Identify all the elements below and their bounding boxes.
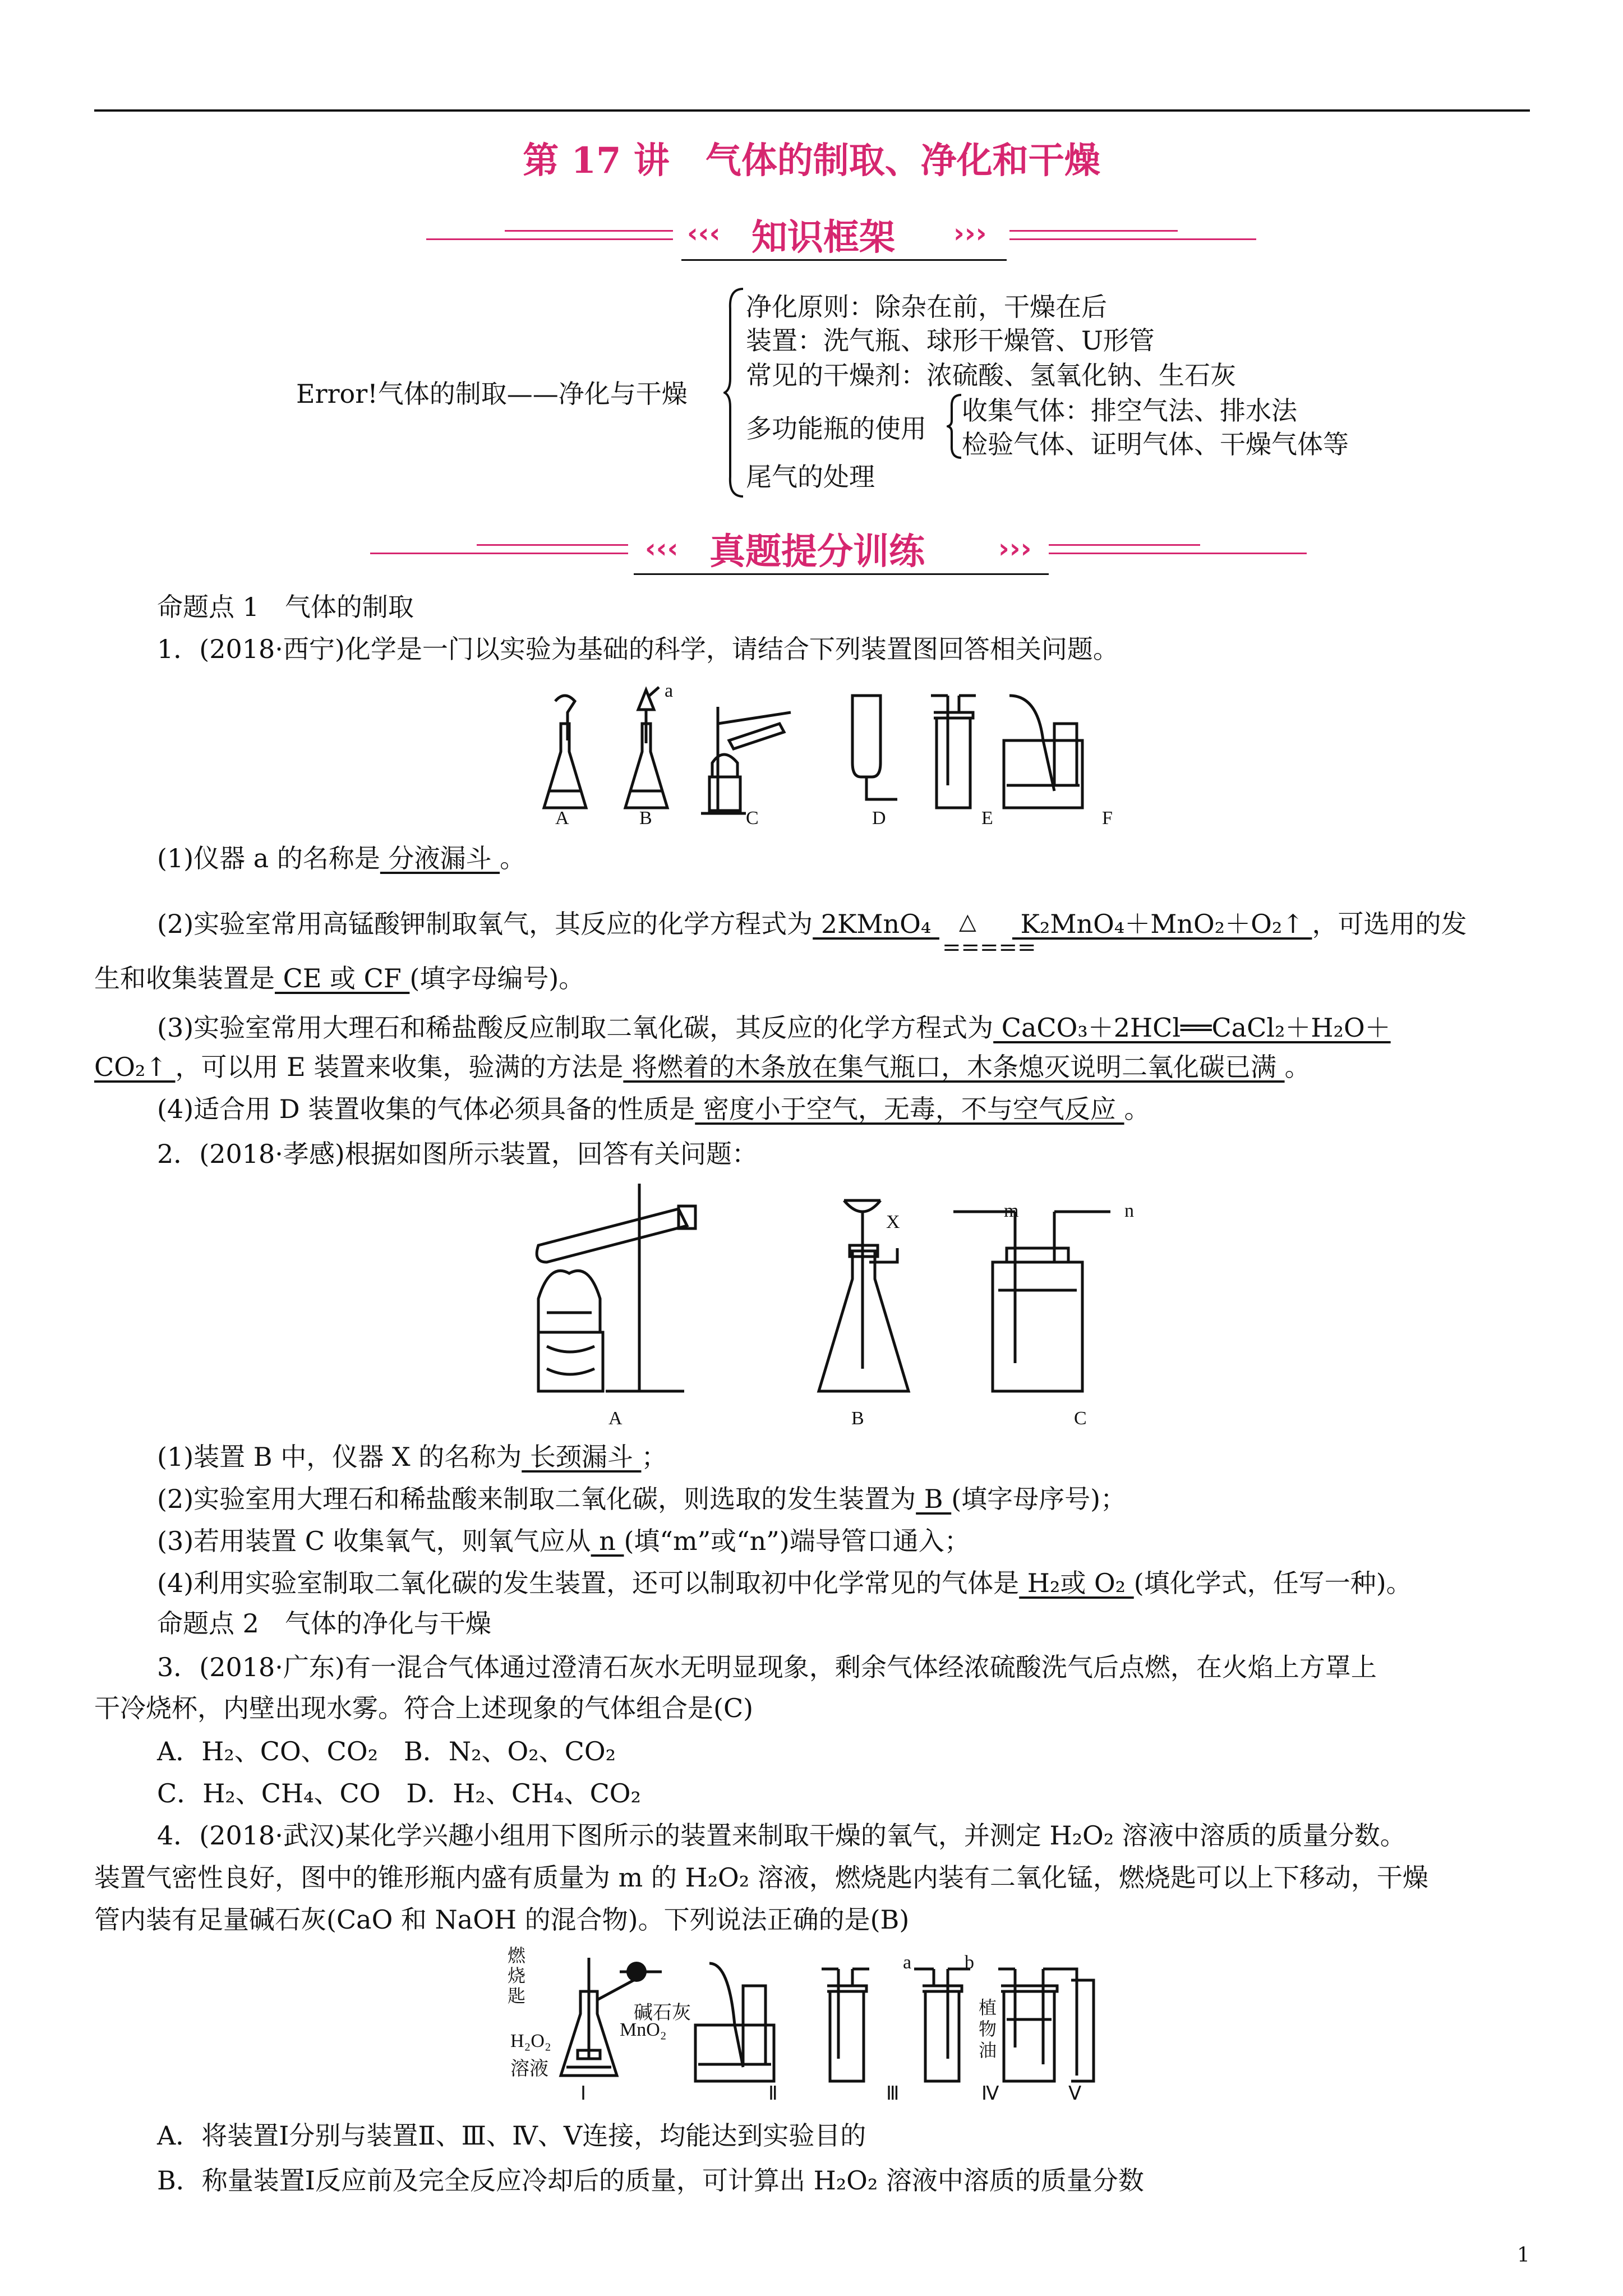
q1-apparatus-figure bbox=[516, 679, 1144, 836]
q2-part4: (4)利用实验室制取二氧化碳的发生装置，还可以制取初中化学常见的气体是 H₂或 O₂ (填化学式，任写一种)。 bbox=[157, 1568, 1412, 1598]
q1-part4: (4)适合用 D 装置收集的气体必须具备的性质是 密度小于空气，无毒，不与空气反应 。 bbox=[157, 1094, 1150, 1124]
banner2-rule-right bbox=[1049, 553, 1307, 554]
q4-fig-mark-a: a bbox=[903, 1952, 912, 1973]
q2-stem: 2．(2018·孝感)根据如图所示装置，回答有关问题： bbox=[157, 1139, 758, 1169]
banner-knowledge: 知识框架 bbox=[751, 217, 895, 259]
banner-rule-right-2 bbox=[1009, 230, 1178, 232]
q2-answer-4: H₂或 O₂ bbox=[1019, 1568, 1134, 1598]
q4-fig-mark-oil: 植 物 油 bbox=[979, 1997, 997, 2061]
page-number: 1 bbox=[1517, 2244, 1530, 2267]
framework-item-5: 尾气的处理 bbox=[746, 462, 875, 492]
q1-fig-mark-a: a bbox=[665, 680, 674, 701]
q2-answer-3: n bbox=[591, 1526, 624, 1556]
q1-part3: (3)实验室常用大理石和稀盐酸反应制取二氧化碳，其反应的化学方程式为 CaCO₃＋2HCl══CaCl₂＋H₂O＋ bbox=[157, 1013, 1391, 1043]
q2-fig-mark-n: n bbox=[1124, 1200, 1134, 1221]
framework-item-1: 净化原则：除杂在前，干燥在后 bbox=[746, 292, 1107, 322]
banner-rule-right bbox=[1009, 238, 1256, 240]
page-title: 第 17 讲 气体的制取、净化和干燥 bbox=[523, 140, 1100, 182]
chevron-right-icon-2: ››› bbox=[998, 533, 1032, 564]
q4-fig-label-4: Ⅳ bbox=[981, 2083, 999, 2104]
q4-stem-2: 装置气密性良好，图中的锥形瓶内盛有质量为 m 的 H₂O₂ 溶液，燃烧匙内装有二氧化锰，燃烧匙可以上下移动，干燥 bbox=[94, 1862, 1428, 1893]
q1-answer-3b: CO₂↑ bbox=[94, 1052, 176, 1082]
q1-answer-3a: CaCO₃＋2HCl══CaCl₂＋H₂O＋ bbox=[993, 1013, 1391, 1043]
q3-options-ab: A．H₂、CO、CO₂ B．N₂、O₂、CO₂ bbox=[157, 1736, 616, 1766]
q2-answer-1: 长颈漏斗 bbox=[522, 1442, 642, 1472]
q2-fig-label-c: C bbox=[1074, 1408, 1087, 1429]
banner2-rule-left bbox=[370, 553, 628, 554]
q1-answer-2c: CE 或 CF bbox=[275, 963, 410, 993]
framework-item-4: 多功能瓶的使用 bbox=[746, 413, 926, 444]
framework-item-3: 常见的干燥剂：浓硫酸、氢氧化钠、生石灰 bbox=[746, 360, 1236, 390]
q1-fig-label-b: B bbox=[639, 808, 652, 829]
q4-fig-mark-h2o2: H₂O₂ bbox=[510, 2031, 551, 2051]
banner2-rule-left-2 bbox=[477, 544, 628, 546]
q2-fig-mark-m: m bbox=[1004, 1200, 1019, 1221]
section-heading-1: 命题点 1 气体的制取 bbox=[157, 592, 414, 622]
q3-stem-1: 3．(2018·广东)有一混合气体通过澄清石灰水无明显现象，剩余气体经浓硫酸洗气后点燃，在火焰上方罩上 bbox=[157, 1652, 1377, 1682]
q1-part3b: CO₂↑ ，可以用 E 装置来收集，验满的方法是 将燃着的木条放在集气瓶口，木条熄灭说明二氧化碳已满 。 bbox=[94, 1052, 1311, 1082]
framework-item-2: 装置：洗气瓶、球形干燥管、U形管 bbox=[746, 325, 1155, 356]
q2-part3: (3)若用装置 C 收集氧气，则氧气应从 n (填“m”或“n”)端导管口通入； bbox=[157, 1526, 970, 1556]
q1-answer-1: 分液漏斗 bbox=[380, 843, 500, 873]
q2-fig-mark-x: X bbox=[886, 1212, 900, 1232]
q1-part1: (1)仪器 a 的名称是 分液漏斗 。 bbox=[157, 843, 526, 873]
chevron-right-icon: ››› bbox=[953, 218, 987, 249]
q4-fig-label-1: Ⅰ bbox=[580, 2083, 587, 2104]
q4-fig-mark-solution: 溶液 bbox=[510, 2059, 548, 2079]
banner-rule-left-2 bbox=[505, 230, 673, 232]
banner2-rule-right-2 bbox=[1049, 544, 1200, 546]
q4-fig-mark-spoon: 燃 烧 匙 bbox=[508, 1945, 526, 2007]
banner-underline bbox=[681, 259, 1007, 261]
q1-answer-2a: 2KMnO₄ bbox=[813, 909, 939, 939]
q1-fig-label-d: D bbox=[872, 808, 886, 829]
q4-fig-label-2: Ⅱ bbox=[768, 2083, 778, 2104]
q1-answer-2b: K₂MnO₄＋MnO₂＋O₂↑ bbox=[1012, 909, 1312, 939]
q1-stem: 1．(2018·西宁)化学是一门以实验为基础的科学，请结合下列装置图回答相关问题。 bbox=[157, 634, 1119, 664]
q1-fig-label-c: C bbox=[746, 808, 759, 829]
q4-fig-mark-mno2: MnO₂ bbox=[620, 2019, 667, 2040]
q1-answer-3c: 将燃着的木条放在集气瓶口，木条熄灭说明二氧化碳已满 bbox=[623, 1052, 1285, 1082]
q4-apparatus-figure bbox=[516, 1947, 1189, 2092]
q1-fig-label-f: F bbox=[1102, 808, 1113, 829]
q2-fig-label-a: A bbox=[608, 1408, 623, 1429]
q4-fig-mark-sodalime: 碱石灰 bbox=[634, 2003, 691, 2023]
chevron-left-icon-2: ‹‹‹ bbox=[645, 533, 679, 564]
framework-root: Error!气体的制取——净化与干燥 bbox=[296, 379, 688, 409]
chevron-left-icon: ‹‹‹ bbox=[687, 218, 721, 249]
q1-part2b: 生和收集装置是 CE 或 CF (填字母编号)。 bbox=[94, 963, 585, 993]
framework-sub-item-2: 检验气体、证明气体、干燥气体等 bbox=[962, 429, 1349, 459]
q4-fig-mark-b: b bbox=[965, 1952, 974, 1973]
brace-main-icon bbox=[723, 286, 746, 499]
q2-part2: (2)实验室用大理石和稀盐酸来制取二氧化碳，则选取的发生装置为 B (填字母序号)； bbox=[157, 1484, 1127, 1514]
q2-answer-2: B bbox=[916, 1484, 952, 1514]
banner-practice: 真题提分训练 bbox=[709, 531, 925, 573]
q4-option-a: A．将装置Ⅰ分别与装置Ⅱ、Ⅲ、Ⅳ、Ⅴ连接，均能达到实验目的 bbox=[157, 2120, 866, 2151]
q4-stem-1: 4．(2018·武汉)某化学兴趣小组用下图所示的装置来制取干燥的氧气，并测定 H₂O₂ 溶液中溶质的质量分数。 bbox=[157, 1820, 1406, 1851]
q3-options-cd: C．H₂、CH₄、CO D．H₂、CH₄、CO₂ bbox=[157, 1778, 641, 1809]
q3-stem-2: 干冷烧杯，内壁出现水雾。符合上述现象的气体组合是(C) bbox=[94, 1693, 754, 1723]
framework-sub-item-1: 收集气体：排空气法、排水法 bbox=[962, 395, 1297, 426]
q1-fig-label-e: E bbox=[981, 808, 993, 829]
q2-part1: (1)装置 B 中，仪器 X 的名称为 长颈漏斗 ； bbox=[157, 1442, 667, 1472]
q1-answer-4: 密度小于空气，无毒，不与空气反应 bbox=[695, 1094, 1124, 1124]
brace-sub-icon bbox=[947, 393, 963, 460]
q2-apparatus-figure bbox=[527, 1178, 1144, 1414]
q2-fig-label-b: B bbox=[851, 1408, 864, 1429]
banner-rule-left bbox=[426, 238, 673, 240]
q4-option-b: B．称量装置Ⅰ反应前及完全反应冷却后的质量，可计算出 H₂O₂ 溶液中溶质的质量分数 bbox=[157, 2165, 1144, 2196]
q1-part2: (2)实验室常用高锰酸钾制取氧气，其反应的化学方程式为 2KMnO₄ △ ===== K₂MnO₄＋MnO₂＋O₂↑ ，可选用的发 bbox=[157, 909, 1467, 960]
banner2-underline bbox=[634, 573, 1049, 575]
section-heading-2: 命题点 2 气体的净化与干燥 bbox=[157, 1608, 491, 1639]
top-rule bbox=[94, 109, 1530, 112]
q1-fig-label-a: A bbox=[555, 808, 569, 829]
q4-fig-label-5: Ⅴ bbox=[1068, 2083, 1082, 2104]
q4-fig-label-3: Ⅲ bbox=[886, 2083, 900, 2104]
q4-stem-3: 管内装有足量碱石灰(CaO 和 NaOH 的混合物)。下列说法正确的是(B) bbox=[94, 1904, 910, 1935]
